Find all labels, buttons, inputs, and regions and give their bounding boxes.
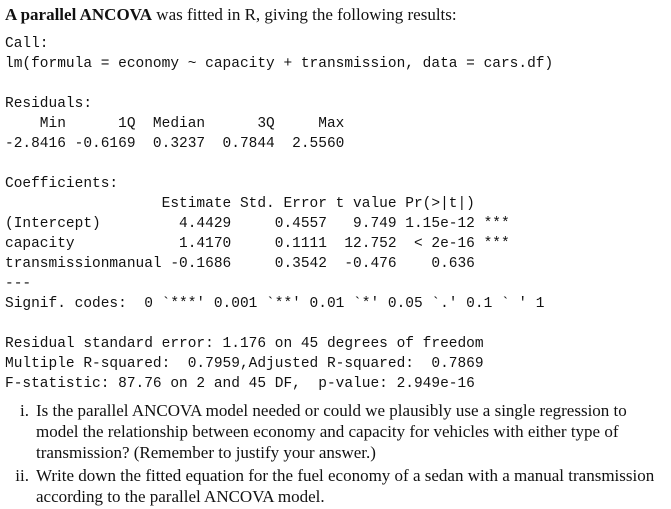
output-coef-row-capacity: capacity 1.4170 0.1111 12.752 < 2e-16 *** xyxy=(5,236,510,252)
output-residuals-label: Residuals: xyxy=(5,96,93,112)
output-blank xyxy=(5,74,553,94)
question-number: i. xyxy=(20,401,29,420)
output-residual-se: Residual standard error: 1.176 on 45 degrees of freedom xyxy=(5,336,484,352)
question-text: Is the parallel ANCOVA model needed or could we plausibly use a single regression to model the relationship between economy and capacity for vehicles with either type of transmission? (Remember to justify your answer.) xyxy=(36,401,627,462)
question-item xyxy=(0,465,671,507)
output-coef-row-transmission: transmissionmanual -0.1686 0.3542 -0.476 0.636 xyxy=(5,256,475,272)
output-blank xyxy=(5,314,553,334)
output-residuals-values: -2.8416 -0.6169 0.3237 0.7844 2.5560 xyxy=(5,136,345,152)
question-text: Write down the fitted equation for the fuel economy of a sedan with a manual transmission according to the parallel ANCOVA model. xyxy=(36,466,655,506)
output-f-statistic: F-statistic: 87.76 on 2 and 45 DF, p-value: 2.949e-16 xyxy=(5,376,475,392)
output-coef-row-intercept: (Intercept) 4.4429 0.4557 9.749 1.15e-12 *** xyxy=(5,216,510,232)
question-number: ii. xyxy=(15,466,29,485)
output-signif-codes: Signif. codes: 0 `***' 0.001 `**' 0.01 `*' 0.05 `.' 0.1 ` ' 1 xyxy=(5,296,545,312)
output-blank xyxy=(5,154,553,174)
question-list xyxy=(0,400,671,509)
question-item xyxy=(0,400,671,463)
output-coefficients-label: Coefficients: xyxy=(5,176,119,192)
output-coefficients-header: Estimate Std. Error t value Pr(>|t|) xyxy=(5,196,475,212)
output-residuals-header: Min 1Q Median 3Q Max xyxy=(5,116,345,132)
intro-sentence xyxy=(5,4,457,26)
output-separator: --- xyxy=(5,276,32,292)
output-call-formula: lm(formula = economy ~ capacity + transmission, data = cars.df) xyxy=(5,56,554,72)
intro-bold: A parallel ANCOVA xyxy=(5,5,153,24)
intro-rest: was fitted in R, giving the following results: xyxy=(152,5,457,24)
r-output xyxy=(5,34,553,394)
output-r-squared: Multiple R-squared: 0.7959,Adjusted R-squared: 0.7869 xyxy=(5,356,484,372)
output-call-label: Call: xyxy=(5,36,49,52)
